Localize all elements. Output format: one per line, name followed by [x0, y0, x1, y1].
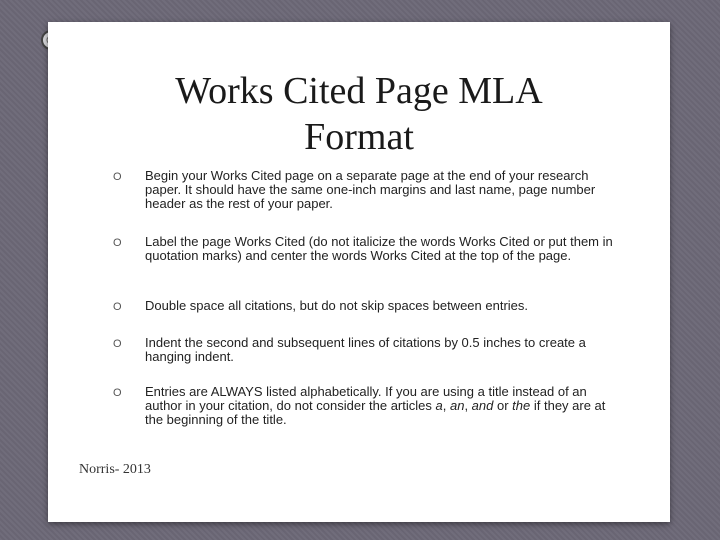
bullet-text: Double space all citations, but do not skip spaces between entries. [145, 298, 529, 313]
italic-word: the [512, 398, 531, 413]
separator: or [493, 398, 513, 413]
italic-word: a [435, 398, 443, 413]
bullet-text-part: if they are at the beginning of the title. [145, 398, 606, 427]
bullet-text: Label the page Works Cited (do not italicize the words Works Cited or put them in quotation marks) and center the words Works Cited at the top of the page. [145, 234, 613, 263]
slide-footer: Norris- 2013 [79, 462, 151, 477]
bullet-marker: O [113, 338, 122, 350]
bullet-item [113, 336, 613, 364]
bullet-item [113, 385, 613, 427]
bullet-text: Indent the second and subsequent lines of citations by 0.5 inches to create a hanging indent. [145, 335, 586, 364]
bullet-marker: O [113, 237, 122, 249]
slide-title [48, 68, 670, 160]
bullet-marker: O [113, 301, 122, 313]
bullet-text: Begin your Works Cited page on a separate page at the end of your research paper. It should have the same one-inch margins and last name, page number header as the rest of your paper. [145, 168, 596, 211]
bullet-item [113, 299, 528, 313]
bullet-marker: O [113, 387, 122, 399]
italic-word: and [471, 398, 494, 413]
title-line-1: Works Cited Page MLA [175, 70, 543, 112]
title-line-2: Format [304, 116, 414, 158]
bullet-text-part: Entries are ALWAYS listed alphabetically. If you are using a title instead of an author in your citation, do not consider the articles [145, 384, 587, 413]
separator: , [442, 398, 450, 413]
bullet-item [113, 235, 613, 263]
separator: , [464, 398, 472, 413]
italic-word: an [449, 398, 465, 413]
bullet-marker: O [113, 171, 122, 183]
bullet-text [145, 384, 605, 427]
bullet-item [113, 169, 613, 211]
